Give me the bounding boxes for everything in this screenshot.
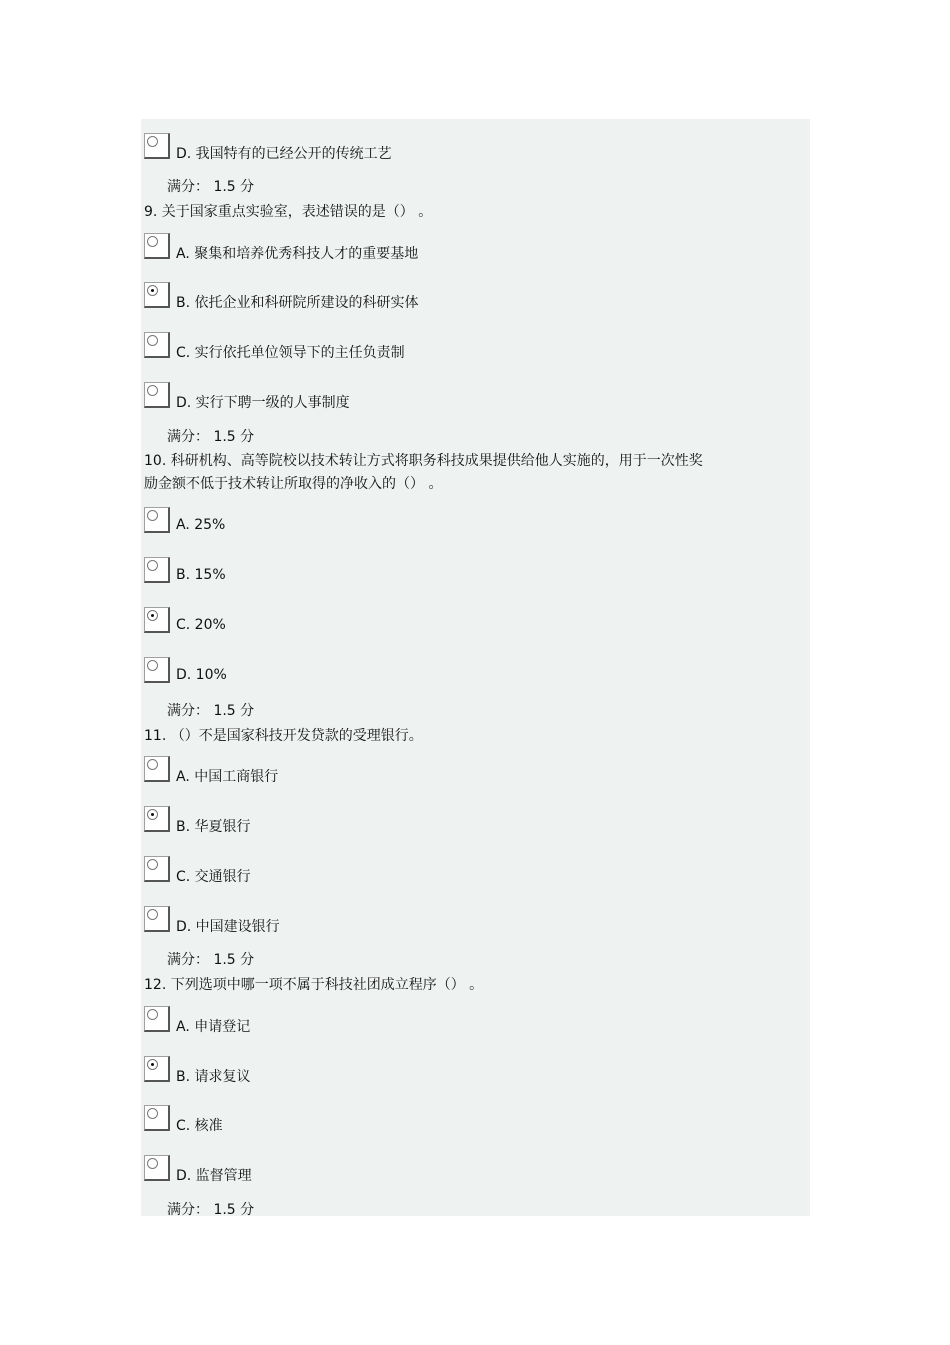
radio-circle-icon	[147, 335, 158, 346]
q8-score: 满分： 1.5 分	[167, 179, 255, 195]
radio-circle-icon	[147, 1059, 158, 1070]
radio-button[interactable]	[144, 507, 170, 533]
radio-circle-icon	[147, 385, 158, 396]
radio-circle-icon	[147, 136, 158, 147]
option-label: D. 中国建设银行	[176, 919, 280, 935]
radio-circle-icon	[147, 1108, 158, 1119]
radio-button[interactable]	[144, 382, 170, 408]
radio-button[interactable]	[144, 1105, 170, 1131]
option-label: B. 华夏银行	[176, 819, 251, 835]
option-label: B. 15%	[176, 567, 226, 583]
radio-button[interactable]	[144, 557, 170, 583]
radio-circle-icon	[147, 510, 158, 521]
radio-button[interactable]	[144, 1006, 170, 1032]
option-label: D. 监督管理	[176, 1168, 252, 1184]
radio-circle-icon	[147, 759, 158, 770]
radio-button[interactable]	[144, 332, 170, 358]
option-label: C. 20%	[176, 617, 226, 633]
option-label: C. 核准	[176, 1118, 223, 1134]
option-label: A. 中国工商银行	[176, 769, 279, 785]
radio-button[interactable]	[144, 906, 170, 932]
radio-button[interactable]	[144, 806, 170, 832]
radio-circle-icon	[147, 909, 158, 920]
radio-circle-icon	[147, 610, 158, 621]
option-label: D. 我国特有的已经公开的传统工艺	[176, 146, 392, 162]
radio-button[interactable]	[144, 282, 170, 308]
q10-question-line1: 10. 科研机构、高等院校以技术转让方式将职务科技成果提供给他人实施的，用于一次性奖	[144, 453, 703, 469]
radio-circle-icon	[147, 560, 158, 571]
q11-score: 满分： 1.5 分	[167, 952, 255, 968]
q9-question: 9. 关于国家重点实验室，表述错误的是（） 。	[144, 204, 433, 220]
radio-circle-icon	[147, 660, 158, 671]
option-label: A. 申请登记	[176, 1019, 251, 1035]
radio-button[interactable]	[144, 133, 170, 159]
option-label: B. 依托企业和科研院所建设的科研实体	[176, 295, 419, 311]
option-label: D. 实行下聘一级的人事制度	[176, 395, 350, 411]
radio-circle-icon	[147, 285, 158, 296]
q11-question: 11. （）不是国家科技开发贷款的受理银行。	[144, 728, 423, 744]
option-label: C. 交通银行	[176, 869, 251, 885]
q12-score: 满分： 1.5 分	[167, 1202, 255, 1218]
radio-button[interactable]	[144, 607, 170, 633]
q9-score: 满分： 1.5 分	[167, 429, 255, 445]
radio-circle-icon	[147, 809, 158, 820]
radio-circle-icon	[147, 859, 158, 870]
q12-question: 12. 下列选项中哪一项不属于科技社团成立程序（） 。	[144, 977, 484, 993]
option-label: B. 请求复议	[176, 1069, 251, 1085]
option-label: D. 10%	[176, 667, 227, 683]
radio-circle-icon	[147, 1009, 158, 1020]
option-label: A. 25%	[176, 517, 226, 533]
radio-button[interactable]	[144, 756, 170, 782]
radio-button[interactable]	[144, 657, 170, 683]
quiz-panel	[141, 119, 810, 1216]
q10-score: 满分： 1.5 分	[167, 703, 255, 719]
radio-button[interactable]	[144, 1155, 170, 1181]
radio-button[interactable]	[144, 856, 170, 882]
q10-question-line2: 励金额不低于技术转让所取得的净收入的（） 。	[144, 476, 443, 492]
radio-button[interactable]	[144, 1056, 170, 1082]
radio-button[interactable]	[144, 233, 170, 259]
radio-circle-icon	[147, 236, 158, 247]
option-label: A. 聚集和培养优秀科技人才的重要基地	[176, 246, 419, 262]
radio-circle-icon	[147, 1158, 158, 1169]
option-label: C. 实行依托单位领导下的主任负责制	[176, 345, 405, 361]
